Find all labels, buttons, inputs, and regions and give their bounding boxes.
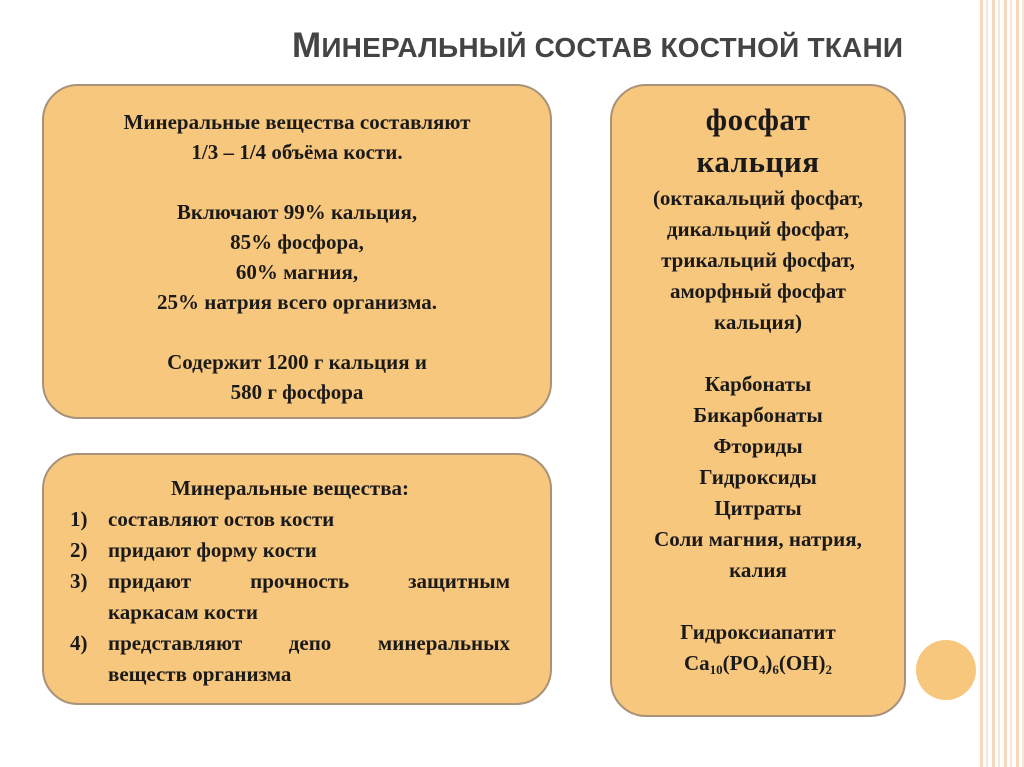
box1-line: Содержит 1200 г кальция и	[167, 350, 427, 374]
mineral-content-box	[42, 84, 552, 419]
box1-line: 60% магния,	[235, 260, 359, 284]
compound-item: Карбонаты	[704, 372, 812, 396]
box1-line: 25% натрия всего организма.	[157, 290, 437, 314]
list-number: 3)	[70, 569, 88, 593]
list-item	[70, 504, 510, 535]
compound-item: Цитраты	[714, 496, 802, 520]
calcium-phosphate-box	[610, 84, 906, 717]
compound-item: Гидроксиды	[699, 465, 817, 489]
spacer	[44, 167, 550, 197]
formula-oh: (OH)	[778, 651, 826, 675]
title-rest: ИНЕРАЛЬНЫЙ СОСТАВ КОСТНОЙ ТКАНИ	[321, 32, 904, 63]
phosphate-subline: дикальций фосфат,	[666, 217, 850, 241]
spacer	[612, 338, 904, 369]
phosphate-heading: фосфат	[705, 102, 811, 137]
list-number-blank	[70, 597, 108, 628]
list-item	[70, 566, 510, 597]
hydroxyapatite-formula	[612, 648, 904, 679]
formula-ca-sub: 10	[709, 662, 723, 677]
box1-line: 580 г фосфора	[230, 380, 364, 404]
formula-ca: Ca	[684, 651, 710, 675]
phosphate-subline: кальция)	[714, 310, 802, 334]
hydroxyapatite-label: Гидроксиапатит	[680, 620, 836, 644]
title-first-letter: М	[292, 26, 322, 65]
formula-oh-count: 2	[825, 662, 832, 677]
compound-item: калия	[729, 558, 787, 582]
list-number: 2)	[70, 538, 88, 562]
list-item-continuation	[70, 659, 510, 690]
mineral-functions-box	[42, 453, 552, 705]
box1-line: Включают 99% кальция,	[176, 200, 418, 224]
phosphate-subline: (октакальций фосфат,	[652, 186, 864, 210]
phosphate-heading: кальция	[696, 144, 820, 179]
formula-po4: (PO	[722, 651, 759, 675]
formula-po4-count: 6	[772, 662, 779, 677]
functions-heading: Минеральные вещества:	[170, 476, 410, 500]
box1-line: 85% фосфора,	[230, 230, 364, 254]
compound-item: Бикарбонаты	[693, 403, 823, 427]
list-text: каркасам кости	[108, 600, 258, 624]
list-text: составляют остов кости	[108, 507, 335, 531]
list-text: придают форму кости	[108, 538, 317, 562]
slide-title	[292, 26, 903, 66]
list-number: 1)	[70, 507, 88, 531]
spacer	[612, 586, 904, 617]
box1-line: Минеральные вещества составляют	[123, 110, 471, 134]
compound-item: Соли магния, натрия,	[654, 527, 862, 551]
spacer	[44, 317, 550, 347]
formula-po4-close: )	[765, 651, 773, 675]
list-item	[70, 628, 510, 659]
phosphate-subline: трикальций фосфат,	[661, 248, 855, 272]
list-number: 4)	[70, 631, 88, 655]
decorative-stripes	[980, 0, 1024, 767]
compound-item: Фториды	[713, 434, 803, 458]
list-item-continuation	[70, 597, 510, 628]
phosphate-subline: аморфный фосфат	[670, 279, 846, 303]
formula-po4-sub: 4	[758, 662, 766, 677]
list-text: представляют депо минеральных	[108, 631, 510, 655]
box1-line: 1/3 – 1/4 объёма кости.	[191, 140, 403, 164]
list-text: придают прочность защитным	[108, 569, 510, 593]
list-text: веществ организма	[108, 662, 292, 686]
list-item	[70, 535, 510, 566]
list-number-blank	[70, 659, 108, 690]
decorative-circle	[916, 640, 976, 700]
